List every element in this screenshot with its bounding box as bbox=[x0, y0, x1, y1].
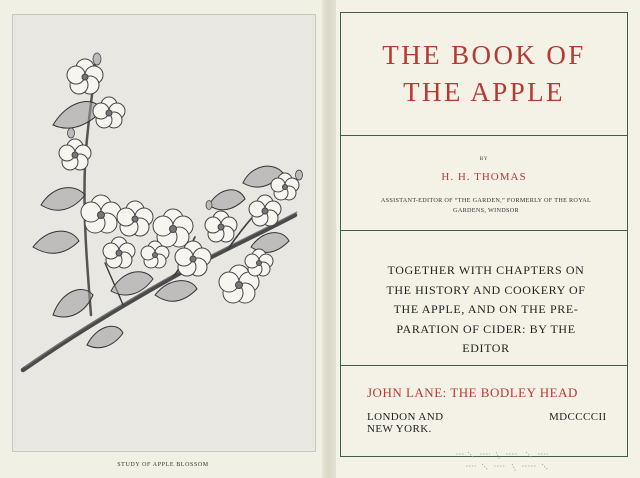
author-credit-line-1: ASSISTANT-EDITOR OF “THE GARDEN,” FORMERLY OF THE ROYAL bbox=[380, 197, 592, 204]
divider-rule bbox=[341, 230, 627, 231]
title-page-frame bbox=[340, 12, 628, 457]
subtitle-line: TOGETHER WITH CHAPTERS ON bbox=[387, 263, 585, 277]
publication-place: LONDON AND NEW YORK. bbox=[367, 411, 444, 435]
divider-rule bbox=[341, 135, 627, 136]
book-title bbox=[341, 37, 627, 111]
by-label: BY bbox=[479, 157, 489, 162]
subtitle-line: EDITOR bbox=[462, 341, 510, 355]
subtitle-block bbox=[361, 261, 611, 359]
author-name: H. H. THOMAS bbox=[441, 171, 527, 183]
book-gutter bbox=[322, 0, 336, 478]
title-page bbox=[336, 0, 640, 478]
plate-caption: STUDY OF APPLE BLOSSOM bbox=[117, 462, 209, 468]
subtitle-line: THE APPLE, AND ON THE PRE- bbox=[393, 302, 579, 316]
divider-rule bbox=[341, 365, 627, 366]
publication-year: MDCCCCII bbox=[549, 411, 607, 423]
author-credit-line-2: GARDENS, WINDSOR bbox=[453, 207, 519, 214]
apple-blossom-illustration bbox=[13, 15, 315, 451]
book-title-line-1: THE BOOK OF bbox=[382, 40, 586, 70]
author-credit bbox=[365, 196, 607, 216]
library-stamp-mark bbox=[446, 446, 576, 476]
apple-blossom-plate bbox=[12, 14, 316, 452]
subtitle-line: THE HISTORY AND COOKERY OF bbox=[386, 282, 586, 297]
publisher-name: JOHN LANE: THE BODLEY HEAD bbox=[367, 385, 578, 400]
subtitle-line: PARATION OF CIDER: BY THE bbox=[396, 321, 576, 336]
book-title-line-2: THE APPLE bbox=[403, 77, 565, 107]
